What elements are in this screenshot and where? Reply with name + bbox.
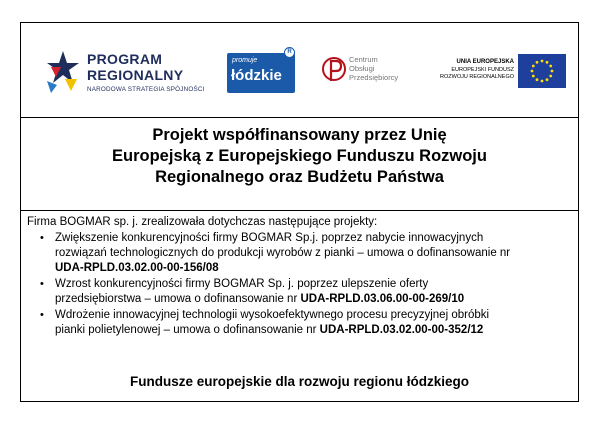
- projects-list: [21, 231, 571, 339]
- list-item: [21, 231, 571, 276]
- bullet-icon: •: [40, 278, 44, 290]
- title-line3: Regionalnego oraz Budżetu Państwa: [155, 168, 444, 186]
- poster-frame: [20, 22, 579, 402]
- logo-row: [21, 23, 578, 118]
- program-regionalny-line2: REGIONALNY: [87, 67, 184, 83]
- project-title: [21, 125, 578, 188]
- unia-europejska-line2: EUROPEJSKI FUNDUSZ: [451, 67, 514, 73]
- project-3-line1: Wdrożenie innowacyjnej technologii wysokoefektywnego procesu precyzyjnej obróbki: [55, 309, 490, 321]
- centrum-obslugi-line2: Obsługi: [349, 64, 375, 73]
- project-1-line2: rozwiązań technologicznych do produkcji wyrobów z pianki – umowa o dofinansowanie nr: [55, 247, 511, 259]
- projects-section: [21, 211, 578, 401]
- title-section: [21, 118, 578, 211]
- project-2-line1: Wzrost konkurencyjności firmy BOGMAR Sp. j. poprzez ulepszenie oferty: [55, 278, 429, 290]
- centrum-obslugi-line3: Przedsiębiorcy: [349, 73, 399, 82]
- registered-mark-icon: R: [284, 47, 295, 58]
- unia-europejska-line3: ROZWOJU REGIONALNEGO: [440, 74, 514, 80]
- project-1-contract: UDA-RPLD.03.02.00-00-156/08: [55, 262, 219, 274]
- bullet-icon: •: [40, 309, 44, 321]
- bullet-icon: •: [40, 232, 44, 244]
- program-regionalny-line3: NARODOWA STRATEGIA SPÓJNOŚCI: [87, 86, 205, 93]
- centrum-obslugi-p-icon: [321, 53, 347, 89]
- project-2-contract: UDA-RPLD.03.06.00-00-269/10: [300, 293, 465, 305]
- project-3-contract: UDA-RPLD.03.02.00-00-352/12: [319, 324, 484, 336]
- eu-flag-icon: [518, 54, 566, 88]
- centrum-obslugi-line1: Centrum: [349, 55, 378, 64]
- list-item: [21, 277, 571, 307]
- promuje-lodzkie-logo: [227, 53, 295, 93]
- list-item: [21, 308, 571, 338]
- title-line2: Europejską z Europejskiego Funduszu Rozwoju: [112, 147, 487, 165]
- unia-europejska-line1: UNIA EUROPEJSKA: [456, 59, 514, 65]
- project-2-line2-prefix: przedsiębiorstwa – umowa o dofinansowanie nr: [55, 293, 301, 305]
- promuje-lodzkie-big: łódzkie: [231, 67, 282, 84]
- intro-text: Firma BOGMAR sp. j. zrealizowała dotychczas następujące projekty:: [27, 216, 378, 228]
- program-regionalny-star-icon: [43, 45, 83, 101]
- program-regionalny-line1: PROGRAM: [87, 51, 163, 67]
- promuje-lodzkie-small: promuje: [232, 57, 258, 64]
- footer-slogan: Fundusze europejskie dla rozwoju regionu łódzkiego: [129, 374, 470, 389]
- project-1-line1: Zwiększenie konkurencyjności firmy BOGMAR Sp.j. poprzez nabycie innowacyjnych: [55, 232, 484, 244]
- program-regionalny-logo: [43, 45, 228, 101]
- title-line1: Projekt współfinansowany przez Unię: [152, 126, 447, 144]
- project-3-line2-prefix: pianki polietylenowej – umowa o dofinansowanie nr: [55, 324, 320, 336]
- centrum-obslugi-logo: [321, 51, 411, 95]
